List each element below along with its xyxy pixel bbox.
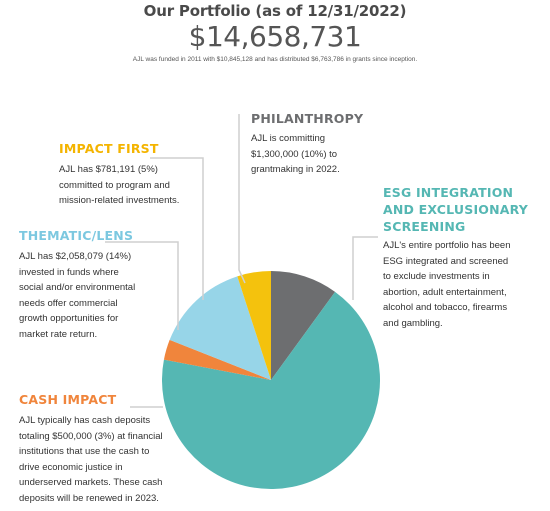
cash-desc-line: drive economic justice in <box>19 461 123 473</box>
thematic-desc-line: growth opportunities for <box>19 313 119 324</box>
thematic-desc-line: needs offer commercial <box>19 297 118 309</box>
impact-first-label: IMPACT FIRST <box>59 141 159 156</box>
esg-description <box>383 238 511 331</box>
impact-first-desc-line: committed to program and <box>59 179 170 191</box>
thematic-desc-line: social and/or environmental <box>19 282 136 293</box>
portfolio-total: $14,658,731 <box>188 20 362 53</box>
philanthropy-desc-line: grantmaking in 2022. <box>251 164 340 175</box>
thematic-desc-line: AJL has $2,058,079 (14%) <box>19 251 132 262</box>
cash-desc-line: AJL typically has cash deposits <box>19 415 151 426</box>
impact-first-description <box>59 162 179 209</box>
cash-desc-line: institutions that use the cash to <box>19 446 150 457</box>
impact-first-desc-line: AJL has $781,191 (5%) <box>59 164 158 175</box>
esg-desc-line: ESG integrated and screened <box>383 255 509 267</box>
impact-first-desc-line: mission-related investments. <box>59 195 180 206</box>
cash-impact-description <box>19 413 163 506</box>
philanthropy-label: PHILANTHROPY <box>251 111 364 126</box>
esg-desc-line: to exclude investments in <box>383 271 490 282</box>
philanthropy-description <box>251 131 340 178</box>
esg-label-line: SCREENING <box>383 219 466 234</box>
esg-desc-line: AJL's entire portfolio has been <box>383 240 511 251</box>
cash-impact-label: CASH IMPACT <box>19 392 117 407</box>
philanthropy-desc-line: AJL is committing <box>251 133 326 144</box>
esg-desc-line: and gambling. <box>383 317 443 329</box>
esg-leader-line <box>353 237 378 300</box>
cash-desc-line: totaling $500,000 (3%) at financial <box>19 430 163 442</box>
esg-label-line: AND EXCLUSIONARY <box>383 202 529 217</box>
thematic-description <box>19 249 135 342</box>
philanthropy-leader-line <box>239 114 245 283</box>
esg-desc-line: alcohol and tobacco, firearms <box>383 302 508 313</box>
funding-subtitle: AJL was funded in 2011 with $10,845,128 and has distributed $6,763,786 in grants since inception. <box>132 56 418 63</box>
philanthropy-desc-line: $1,300,000 (10%) to <box>251 148 338 160</box>
esg-label <box>383 184 528 235</box>
esg-desc-line: abortion, adult entertainment, <box>383 286 507 298</box>
cash-desc-line: underserved markets. These cash <box>19 477 163 488</box>
thematic-desc-line: market rate return. <box>19 328 98 340</box>
esg-label-line: ESG INTEGRATION <box>383 185 514 200</box>
page-title: Our Portfolio (as of 12/31/2022) <box>143 2 407 20</box>
thematic-label: THEMATIC/LENS <box>19 228 134 243</box>
thematic-desc-line: invested in funds where <box>19 266 119 278</box>
cash-desc-line: deposits will be renewed in 2023. <box>19 492 159 504</box>
